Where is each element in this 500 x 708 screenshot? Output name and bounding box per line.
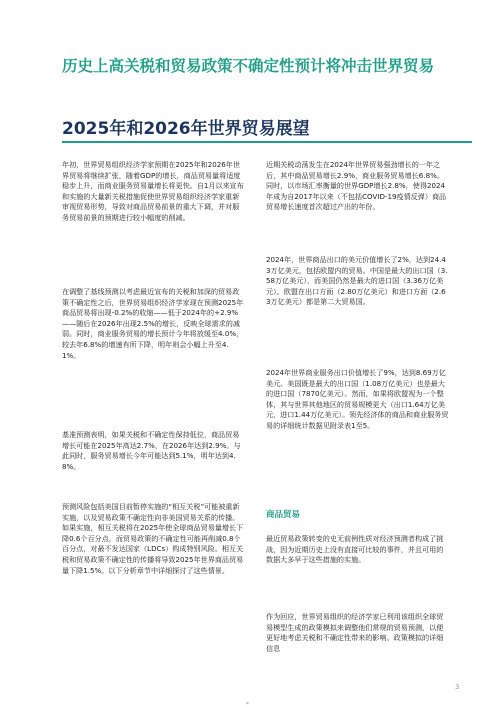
- left-paragraph-3: 基准预测表明，如果关税和不确定性保持低位，商品贸易增长可能在2025年高达2.7%，在2026年达到2.9%。与此同时，服务贸易增长今年可能达到5.1%，明年达到4.8%。: [62, 430, 241, 471]
- right-paragraph-1: 近期关税动荡发生在2024年世界贸易强劲增长的一年之后，其中商品贸易增长2.9%，商业服务贸易增长6.8%。同时，以市场汇率衡量的世界GDP增长2.8%，使得2024年成为自2017年以来（不包括COVID-19疫情反弹）商品贸易增长速度首次超过产出的年份。: [266, 160, 447, 212]
- right-paragraph-2: 2024年，世界商品出口的美元价值增长了2%，达到24.43万亿美元，包括欧盟内的贸易。中国是最大的出口国（3.58万亿美元），而美国仍然是最大的进口国（3.36万亿美元）。欧盟在出口方面（2.80万亿美元）和进口方面（2.63万亿美元）都是第二大贸易国。: [266, 255, 448, 307]
- section-divider: [62, 141, 472, 143]
- subhead-merchandise-trade: 商品贸易: [266, 510, 301, 520]
- right-paragraph-5: 作为回应，世界贸易组织的经济学家已利用该组织全球贸易模型生成的政策模拟来调整他们常规的贸易预测，以便更好地考虑关税和不确定性带来的影响。政策模拟的详细信息: [266, 612, 444, 653]
- right-paragraph-4: 最近贸易政策转变的史无前例性质对经济预测者构成了挑战，因为近期历史上没有直接可比较的事件，并且可用的数据大多早于这些措施的实施。: [266, 534, 444, 565]
- right-paragraph-3: 2024年世界商业服务出口价值增长了9%，达到8.69万亿美元。美国既是最大的出口国（1.08万亿美元）也是最大的进口国（7870亿美元）。然而，如果将欧盟视为一个整体，其与世界其他地区的贸易规模更大（出口1.64万亿美元，进口1.44万亿美元）。领先经济体的商品和商业服务贸易的详细统计数据见附录表1至5。: [266, 368, 449, 430]
- left-paragraph-4: 预测风险包括美国目前暂停实施的“相互关税”可能被重新实施，以及贸易政策不确定性向非美国贸易关系的传播。如果实施，相互关税将在2025年使全球商品贸易量增长下降0.6个百分点，而贸易政策的不确定性可能再削减0.8个百分点，对最不发达国家（LDCs）构成特别风险。相互关税和贸易政策不确定性的传播将导致2025年世界商品贸易量下降1.5%。以下分析章节中详细探讨了这些情景。: [62, 502, 244, 575]
- left-paragraph-2: 在调整了基线预测以考虑最近宣布的关税和加深的贸易政策不确定性之后，世界贸易组织经济学家现在预测2025年商品贸易将出现-0.2%的收缩——低于2024年的+2.9%——随后在2026年出现2.5%的增长，反映全球需求的减弱。同时，商业服务贸易的增长预计今年将放缓至4.0%，较去年6.8%的增速有所下降，明年则会小幅上升至4.1%。: [62, 287, 244, 360]
- report-headline: 历史上高关税和贸易政策不确定性预计将冲击世界贸易: [62, 57, 435, 75]
- page-number: 3: [455, 683, 460, 691]
- footer-mark: *: [246, 701, 249, 708]
- left-paragraph-1: 年初，世界贸易组织经济学家预期在2025年和2026年世界贸易将继续扩张，随着GDP的增长，商品贸易量将适度稳步上升，而商业服务贸易量增长将更快。自1月以来宣布和实施的大量新关税措施促使世界贸易组织经济学家重新审视贸易形势，导致对商品贸易前景的重大下调，并对服务贸易前景的预期进行较小幅度的削减。: [62, 160, 244, 222]
- section-title: 2025年和2026年世界贸易展望: [62, 119, 310, 139]
